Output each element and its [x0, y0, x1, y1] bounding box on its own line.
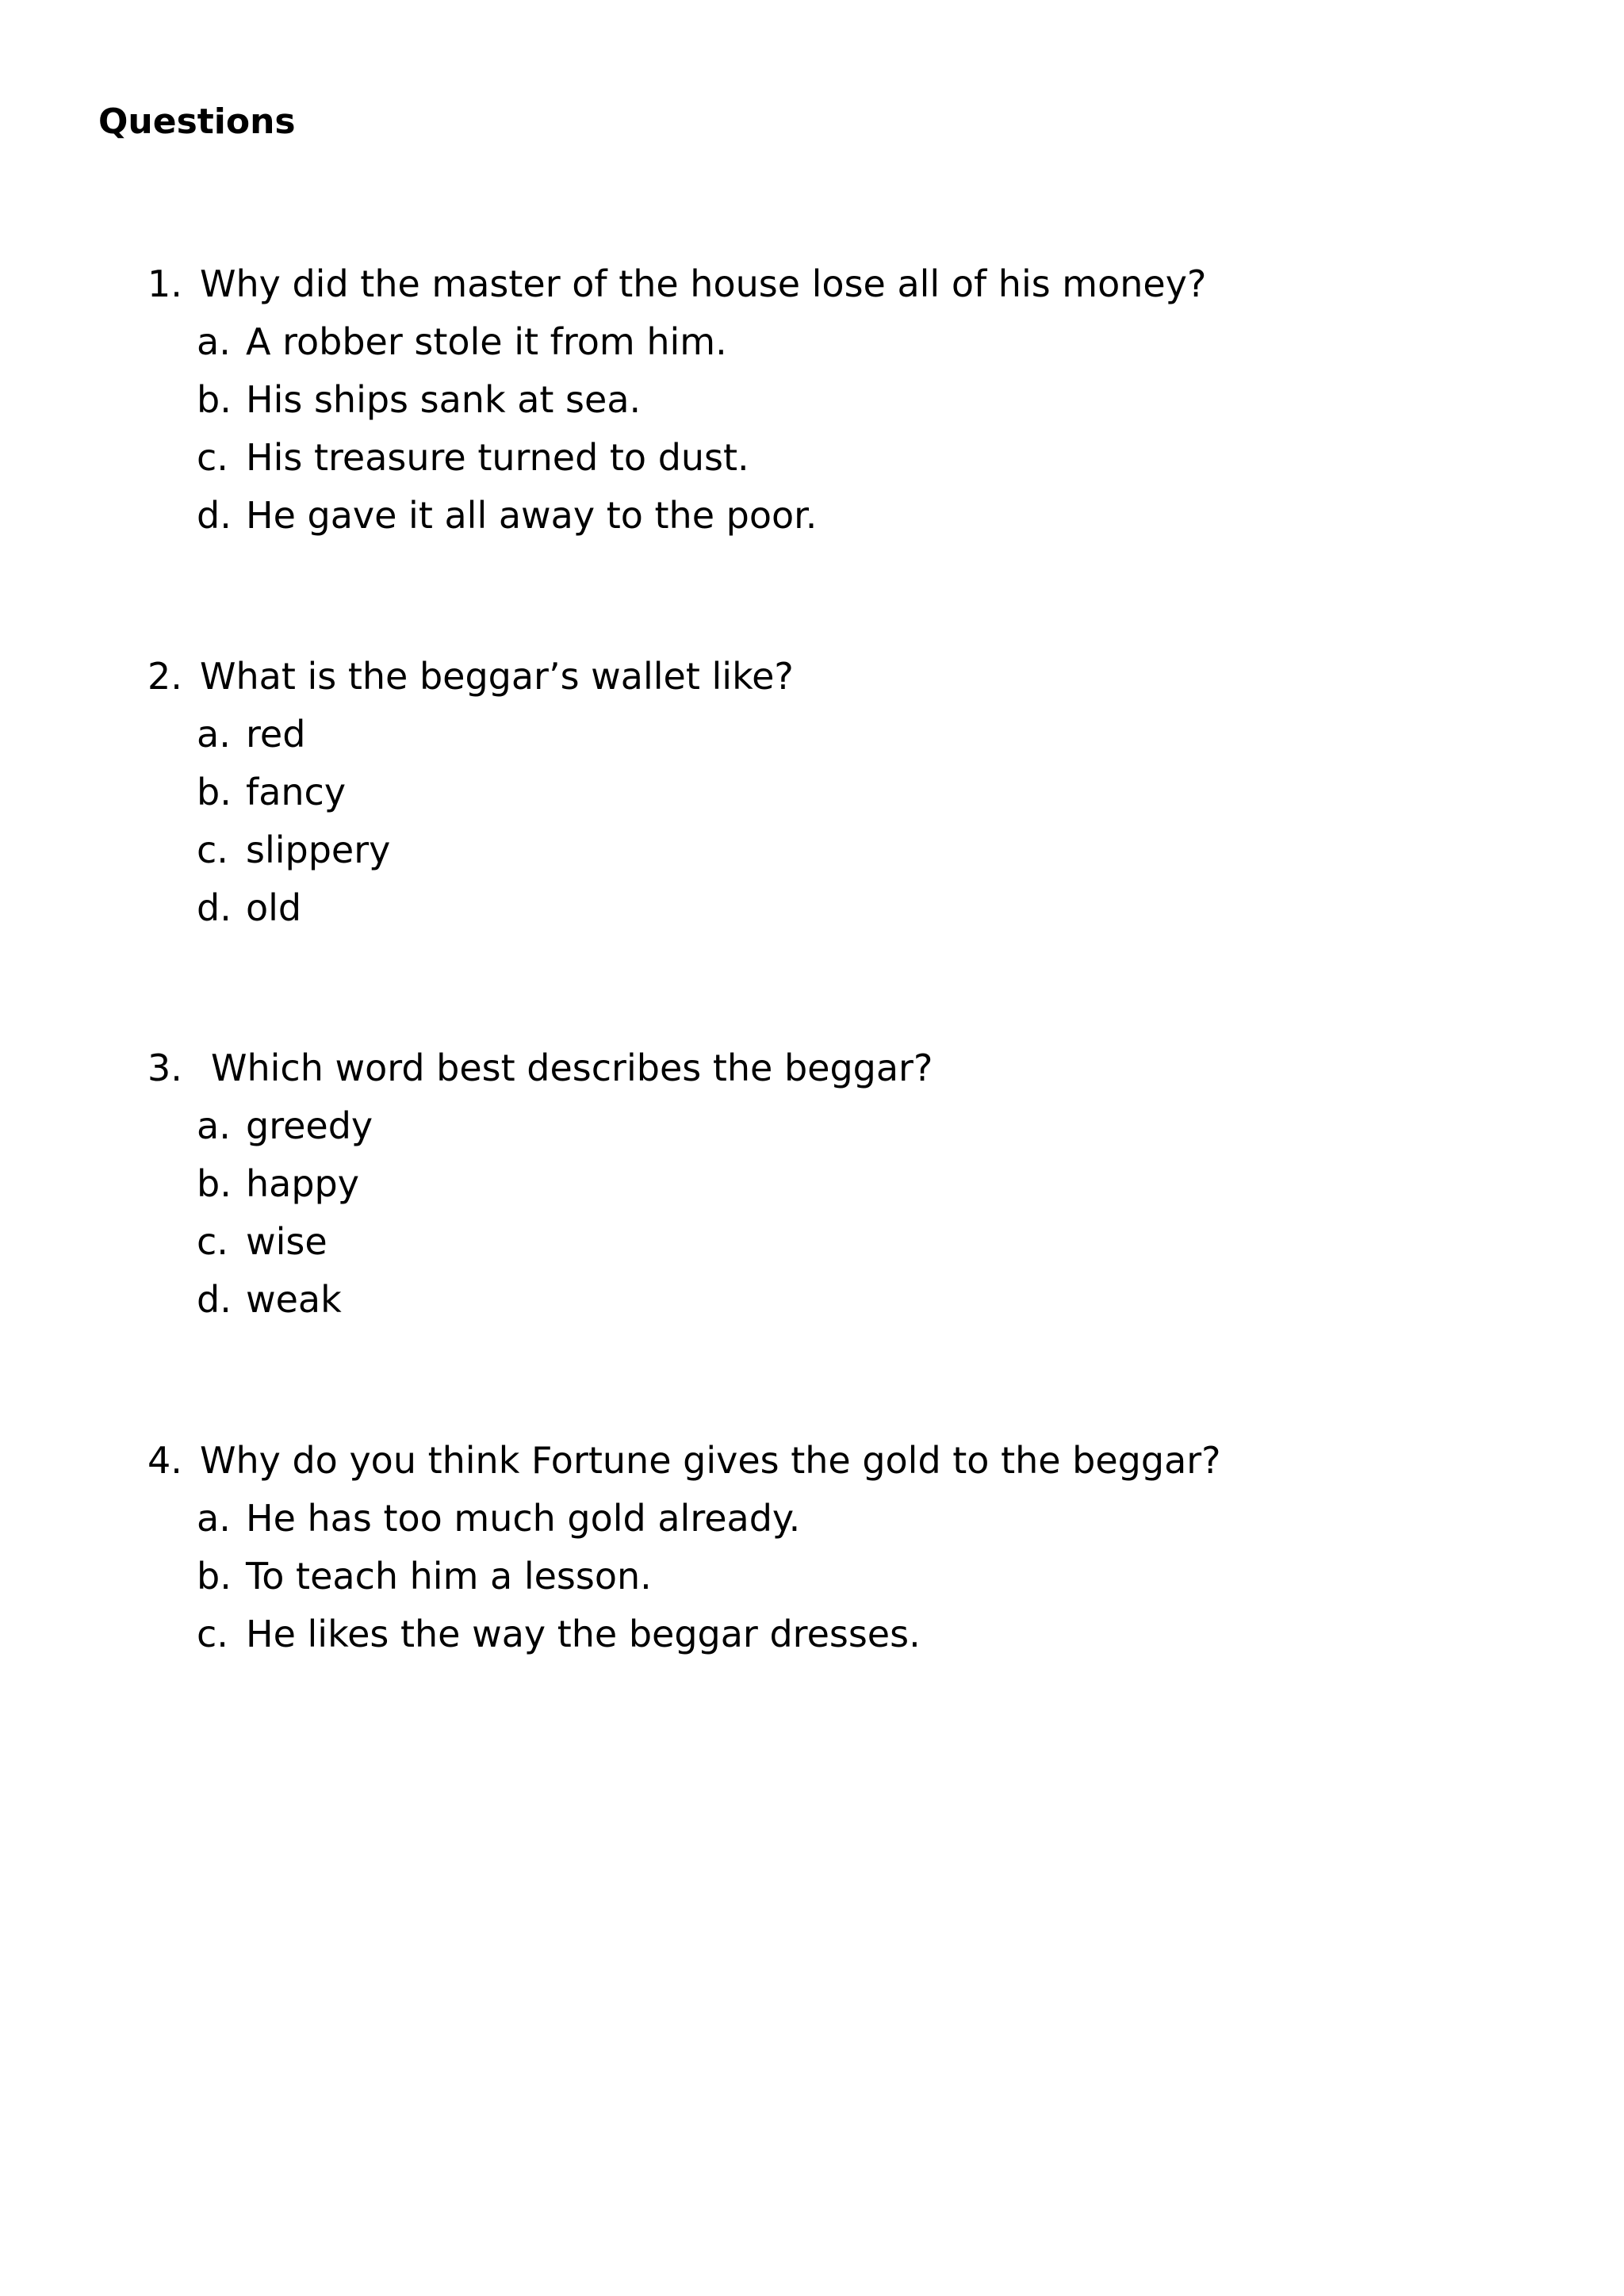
option-text: red [246, 713, 306, 756]
question-number: 2. [147, 655, 182, 698]
page-title: Questions [98, 101, 296, 142]
option-d [197, 487, 1543, 545]
option-letter: c. [197, 436, 228, 479]
option-b [197, 763, 1543, 821]
option-letter: a. [197, 1104, 231, 1147]
option-letter: c. [197, 1220, 228, 1263]
question-3-options [147, 1097, 1543, 1329]
option-letter: b. [197, 378, 232, 421]
option-a [197, 1490, 1543, 1548]
question-text: What is the beggar’s wallet like? [200, 655, 794, 698]
question-number: 1. [147, 262, 182, 305]
option-a [197, 706, 1543, 763]
option-letter: c. [197, 828, 228, 871]
option-text: greedy [246, 1104, 373, 1147]
question-1-line [147, 255, 1543, 313]
option-text: He likes the way the beggar dresses. [246, 1613, 921, 1655]
question-4 [147, 1432, 1543, 1663]
option-letter: a. [197, 320, 231, 363]
question-4-options [147, 1490, 1543, 1663]
question-number: 4. [147, 1439, 182, 1482]
option-letter: a. [197, 713, 231, 756]
question-text: Which word best describes the beggar? [211, 1047, 933, 1089]
question-2 [147, 648, 1543, 937]
option-c [197, 429, 1543, 487]
option-letter: b. [197, 771, 232, 813]
option-d [197, 1271, 1543, 1329]
question-text: Why did the master of the house lose all of his money? [200, 262, 1207, 305]
option-letter: a. [197, 1497, 231, 1540]
option-b [197, 1155, 1543, 1213]
option-text: He has too much gold already. [246, 1497, 801, 1540]
option-letter: d. [197, 494, 232, 537]
option-letter: d. [197, 886, 232, 929]
option-c [197, 1213, 1543, 1271]
option-text: fancy [246, 771, 347, 813]
option-letter: d. [197, 1278, 232, 1321]
option-letter: b. [197, 1555, 232, 1598]
question-number: 3. [147, 1047, 182, 1089]
option-text: old [246, 886, 302, 929]
option-text: wise [246, 1220, 327, 1263]
option-text: weak [246, 1278, 342, 1321]
option-text: His ships sank at sea. [246, 378, 642, 421]
option-letter: c. [197, 1613, 228, 1655]
option-a [197, 313, 1543, 371]
question-1-options [147, 313, 1543, 545]
option-c [197, 821, 1543, 879]
option-text: He gave it all away to the poor. [246, 494, 818, 537]
question-3 [147, 1039, 1543, 1329]
option-text: happy [246, 1162, 359, 1205]
option-letter: b. [197, 1162, 232, 1205]
question-2-line [147, 648, 1543, 706]
option-text: slippery [246, 828, 391, 871]
question-4-line [147, 1432, 1543, 1490]
option-a [197, 1097, 1543, 1155]
option-text: A robber stole it from him. [246, 320, 727, 363]
option-text: To teach him a lesson. [246, 1555, 652, 1598]
option-c [197, 1605, 1543, 1663]
option-b [197, 371, 1543, 429]
option-b [197, 1548, 1543, 1605]
option-text: His treasure turned to dust. [246, 436, 749, 479]
question-2-options [147, 706, 1543, 937]
option-d [197, 879, 1543, 937]
question-text: Why do you think Fortune gives the gold to the beggar? [200, 1439, 1221, 1482]
question-1 [147, 255, 1543, 545]
question-3-line [147, 1039, 1543, 1097]
